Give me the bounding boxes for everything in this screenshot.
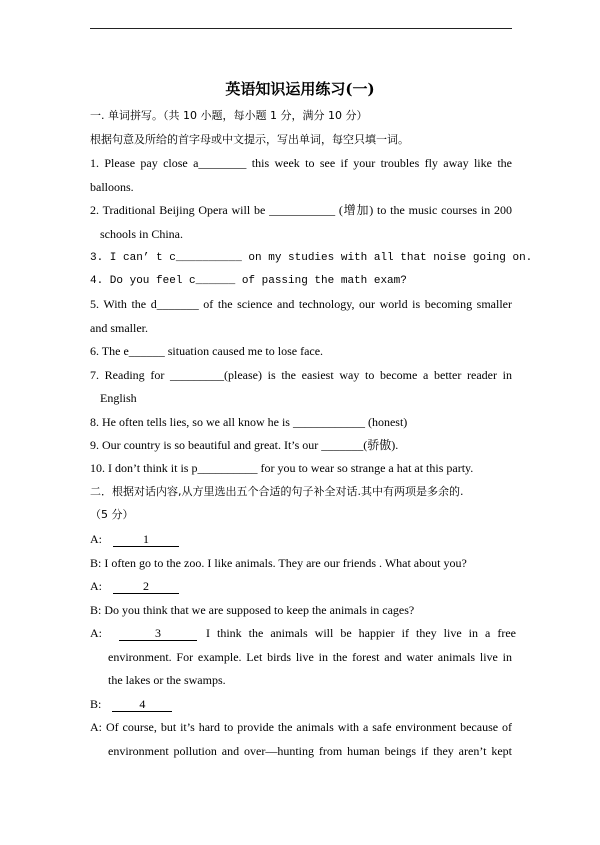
answer-blank-1[interactable]: 1	[113, 532, 179, 547]
question-5-line1: 5. With the d_______ of the science and technology, our world is becoming smaller	[90, 297, 512, 311]
speaker-label: A:	[90, 720, 102, 734]
speaker-label: B:	[90, 603, 102, 617]
speaker-label: A:	[90, 626, 102, 640]
section2-heading: 二．根据对话内容,从方里选出五个合适的句子补全对话.其中有两项是多余的.	[90, 485, 464, 498]
answer-blank-4[interactable]: 4	[112, 697, 172, 712]
question-10: 10. I don’t think it is p__________ for you to wear so strange a hat at this party.	[90, 461, 474, 475]
dialogue-line-6	[90, 696, 512, 712]
question-4: 4. Do you feel c______ of passing the math exam?	[90, 275, 407, 287]
dialogue-line-3	[90, 578, 512, 594]
question-2-line1: 2. Traditional Beijing Opera will be ___________ (增加) to the music courses in 200	[90, 203, 512, 217]
dialogue-line-4	[90, 602, 512, 618]
question-5-line2: and smaller.	[90, 321, 148, 335]
answer-blank-2[interactable]: 2	[113, 579, 179, 594]
question-3: 3. I can’ t c__________ on my studies with all that noise going on.	[90, 252, 533, 264]
header-rule	[90, 28, 512, 29]
dialogue-line-2	[90, 555, 512, 571]
page-title: 英语知识运用练习(一)	[225, 80, 375, 98]
speaker-label: A:	[90, 579, 102, 593]
question-1-line2: balloons.	[90, 180, 134, 194]
answer-blank-3[interactable]: 3	[119, 626, 197, 641]
dialogue-text: Do you think that we are supposed to keep the animals in cages?	[104, 603, 415, 617]
question-9: 9. Our country is so beautiful and great. It’s our _______(骄傲).	[90, 438, 399, 452]
question-7-line2: English	[100, 391, 137, 405]
question-2-line2: schools in China.	[100, 227, 183, 241]
speaker-label: A:	[90, 532, 102, 546]
dialogue-line-5-cont2: the lakes or the swamps.	[108, 673, 226, 687]
dialogue-line-5	[90, 625, 516, 641]
question-7-line1: 7. Reading for _________(please) is the easiest way to become a better reader in	[90, 368, 512, 382]
section1-heading: 一. 单词拼写。（共 10 小题，每小题 1 分，满分 10 分）	[90, 109, 368, 122]
speaker-label: B:	[90, 697, 102, 711]
question-8: 8. He often tells lies, so we all know he is ____________ (honest)	[90, 415, 408, 429]
dialogue-text: I often go to the zoo. I like animals. They are our friends . What about you?	[104, 556, 467, 570]
dialogue-line-5-cont1: environment. For example. Let birds live in the forest and water animals live in	[108, 650, 512, 664]
question-6: 6. The e______ situation caused me to lose face.	[90, 344, 324, 358]
speaker-label: B:	[90, 556, 102, 570]
dialogue-line-7	[90, 719, 512, 735]
dialogue-text: I think the animals will be happier if they live in a free	[206, 626, 516, 640]
section2-heading-points: （5 分）	[90, 508, 134, 521]
dialogue-line-7-cont: environment pollution and over—hunting from human beings if they aren’t kept	[108, 744, 512, 758]
dialogue-text: Of course, but it’s hard to provide the animals with a safe environment because of	[105, 720, 513, 734]
section1-instruction: 根据句意及所给的首字母或中文提示，写出单词，每空只填一词。	[90, 133, 409, 146]
dialogue-line-1	[90, 531, 512, 547]
question-1-line1: 1. Please pay close a________ this week to see if your troubles fly away like the	[90, 156, 512, 170]
